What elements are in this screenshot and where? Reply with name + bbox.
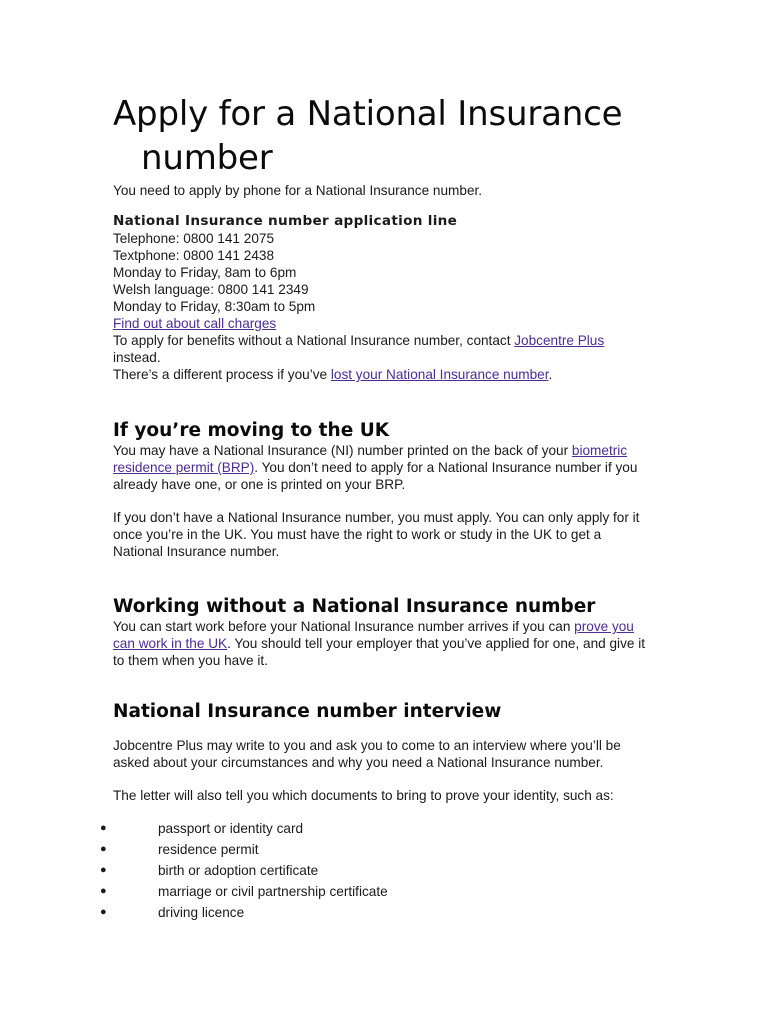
intro-text: You need to apply by phone for a National Insurance number. bbox=[113, 183, 483, 198]
document-label: birth or adoption certificate bbox=[158, 863, 319, 878]
lost-text-after: . bbox=[548, 367, 553, 382]
application-line-heading: National Insurance number application line bbox=[113, 213, 458, 229]
document-label: marriage or civil partnership certificate bbox=[158, 884, 388, 899]
working-text-after: . You should tell your employer that you’ve applied for one, and give it to them when you have it. bbox=[113, 636, 645, 668]
moving-heading: If you’re moving to the UK bbox=[113, 420, 390, 441]
bullet-icon: ● bbox=[100, 885, 107, 897]
working-heading: Working without a National Insurance number bbox=[113, 596, 596, 617]
benefits-text-after: instead. bbox=[113, 350, 161, 365]
textphone-number: Textphone: 0800 141 2438 bbox=[113, 248, 275, 263]
benefits-text-before: To apply for benefits without a National Insurance number, contact bbox=[113, 333, 515, 348]
call-charges-row bbox=[113, 315, 653, 332]
lost-text-before: There’s a different process if you’ve bbox=[113, 367, 331, 382]
document-label: residence permit bbox=[158, 842, 259, 857]
page-title bbox=[113, 92, 653, 180]
bullet-icon: ● bbox=[100, 843, 107, 855]
welsh-language-number: Welsh language: 0800 141 2349 bbox=[113, 282, 309, 297]
telephone-number: Telephone: 0800 141 2075 bbox=[113, 231, 275, 246]
interview-heading: National Insurance number interview bbox=[113, 701, 502, 722]
lost-number-paragraph bbox=[113, 366, 653, 383]
working-paragraph bbox=[113, 618, 653, 669]
interview-paragraph-1: Jobcentre Plus may write to you and ask you to come to an interview where you’ll be asked about your circumstances and why you need a National Insurance number. bbox=[113, 738, 621, 770]
moving-text-before: You may have a National Insurance (NI) number printed on the back of your bbox=[113, 443, 572, 458]
identity-documents-list bbox=[100, 818, 653, 923]
bullet-icon: ● bbox=[100, 864, 107, 876]
list-item bbox=[100, 839, 653, 860]
benefits-paragraph bbox=[113, 332, 653, 366]
moving-paragraph-2: If you don’t have a National Insurance number, you must apply. You can only apply for it once you’re in the UK. You must have the right to work or study in the UK to get a National Insurance number. bbox=[113, 510, 640, 559]
page-title-line-1: Apply for a National Insurance bbox=[113, 94, 623, 134]
list-item bbox=[100, 902, 653, 923]
working-text-before: You can start work before your National Insurance number arrives if you can bbox=[113, 619, 575, 634]
moving-text-after: . You don’t need to apply for a National Insurance number if you already have one, or one is printed on your BRP. bbox=[113, 460, 638, 492]
document-label: driving licence bbox=[158, 905, 245, 920]
interview-paragraph-2: The letter will also tell you which documents to bring to prove your identity, such as: bbox=[113, 788, 614, 803]
prove-right-to-work-link[interactable]: prove you can work in the UK bbox=[113, 619, 634, 651]
opening-hours: Monday to Friday, 8am to 6pm bbox=[113, 265, 297, 280]
bullet-icon: ● bbox=[100, 822, 107, 834]
lost-number-link[interactable]: lost your National Insurance number bbox=[330, 367, 549, 382]
moving-paragraph-1 bbox=[113, 442, 653, 493]
brp-link[interactable]: biometric residence permit (BRP) bbox=[113, 443, 628, 475]
welsh-opening-hours: Monday to Friday, 8:30am to 5pm bbox=[113, 299, 316, 314]
list-item bbox=[100, 818, 653, 839]
list-item bbox=[100, 860, 653, 881]
document-page bbox=[100, 92, 653, 923]
page-title-line-2: number bbox=[141, 138, 273, 178]
call-charges-link[interactable]: Find out about call charges bbox=[113, 316, 277, 331]
jobcentre-plus-link[interactable]: Jobcentre Plus bbox=[514, 333, 605, 348]
bullet-icon: ● bbox=[100, 906, 107, 918]
document-label: passport or identity card bbox=[158, 821, 304, 836]
list-item bbox=[100, 881, 653, 902]
